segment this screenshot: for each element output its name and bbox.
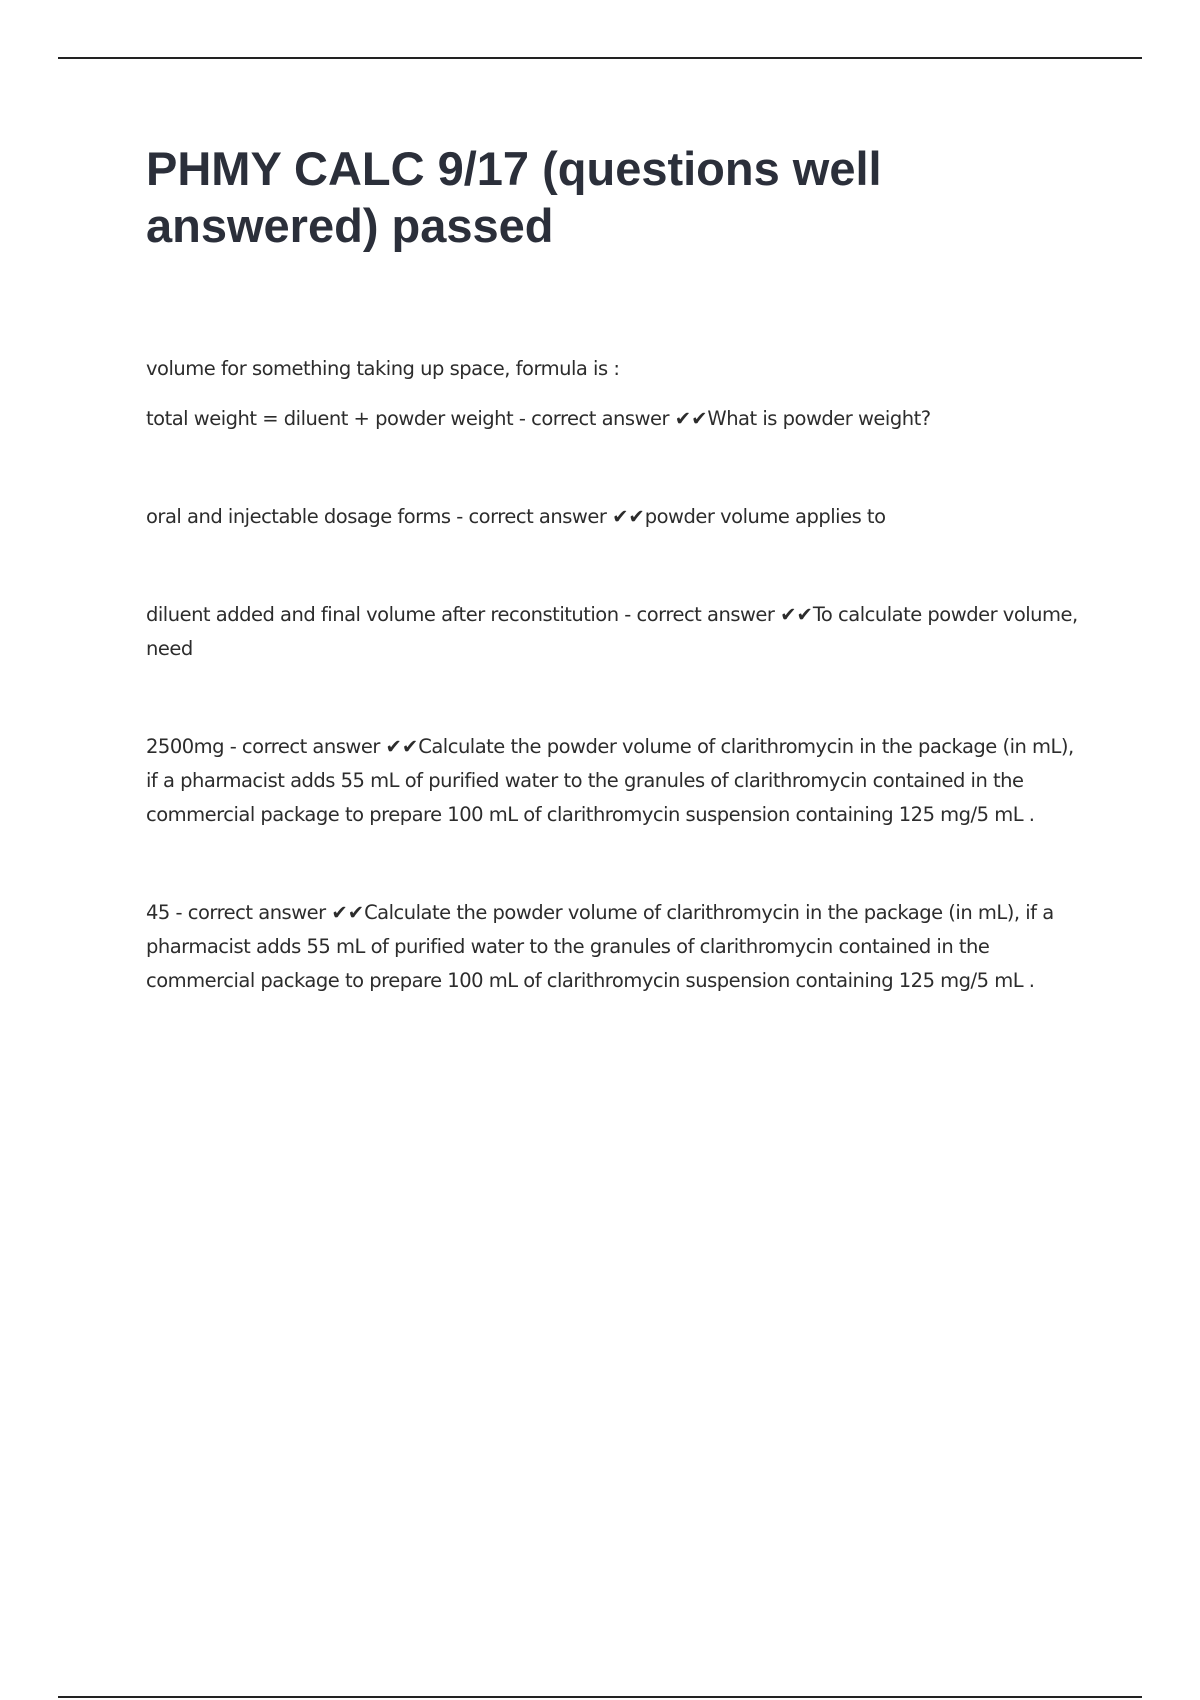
separator-text: - correct answer	[450, 505, 613, 528]
separator-text: - correct answer	[169, 901, 332, 924]
double-check-icon: ✔✔	[385, 735, 419, 758]
question-text: What is powder weight?	[707, 407, 931, 430]
intro-line	[146, 352, 1086, 386]
double-check-icon: ✔✔	[612, 505, 645, 528]
separator-text: - correct answer	[224, 735, 386, 758]
qa-item	[146, 730, 1086, 832]
double-check-icon: ✔✔	[331, 901, 365, 924]
document-title: PHMY CALC 9/17 (questions well answered) passed	[146, 142, 882, 252]
qa-list	[146, 352, 1086, 998]
intro-text: volume for something taking up space, formula is :	[146, 357, 620, 380]
document-body	[146, 140, 1086, 998]
qa-item	[146, 500, 1086, 534]
separator-text: - correct answer	[513, 407, 675, 430]
header-rule	[58, 57, 1142, 59]
answer-text: 45	[146, 901, 170, 924]
question-text: powder volume applies to	[644, 505, 886, 528]
double-check-icon: ✔✔	[780, 603, 813, 626]
footer-rule	[58, 1696, 1142, 1698]
double-check-icon: ✔✔	[674, 407, 708, 430]
answer-text: oral and injectable dosage forms	[146, 505, 451, 528]
qa-item	[146, 896, 1086, 998]
question-text: Calculate the powder volume of clarithromycin in the package (in mL), if a pharmacist adds 55 mL of purified water to the granules of clarithromycin contained in the commercial package to prepare 100 mL of clarithromycin suspension containing 125 mg/5 mL .	[146, 735, 1074, 826]
qa-item	[146, 598, 1086, 666]
qa-item	[146, 402, 1086, 436]
answer-text: total weight = diluent + powder weight	[146, 407, 514, 430]
answer-text: diluent added and final volume after reconstitution	[146, 603, 619, 626]
question-text: To calculate powder volume, need	[146, 603, 1078, 660]
separator-text: - correct answer	[618, 603, 781, 626]
answer-text: 2500mg	[146, 735, 224, 758]
question-text: Calculate the powder volume of clarithromycin in the package (in mL), if a pharmacist adds 55 mL of purified water to the granules of clarithromycin contained in the commercial package to prepare 100 mL of clarithromycin suspension containing 125 mg/5 mL .	[146, 901, 1054, 992]
